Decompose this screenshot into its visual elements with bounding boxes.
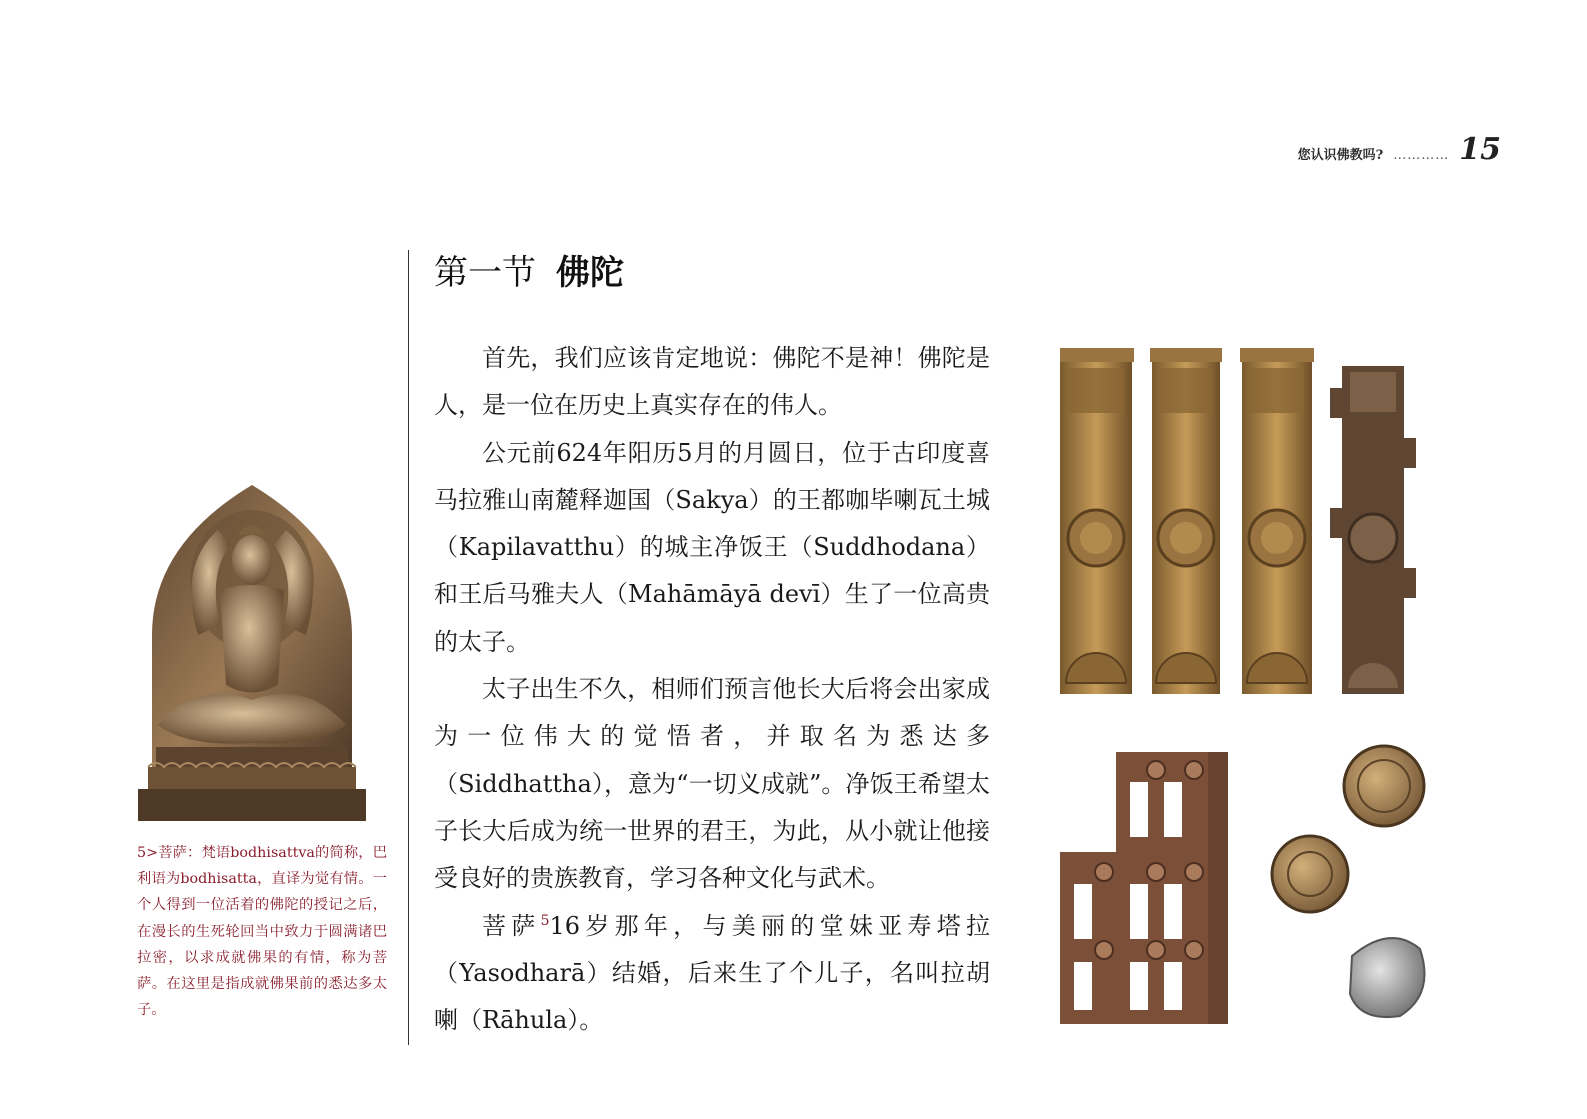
- page-number: 15: [1459, 132, 1501, 167]
- running-title: 您认识佛教吗?: [1297, 148, 1384, 163]
- bodhisattva-statue-image: [138, 485, 366, 821]
- paragraph-4-rest: 16岁那年，与美丽的堂妹亚寿塔拉（Yasodharā）结婚，后来生了个儿子，名叫拉胡喇（Rāhula）。: [434, 911, 991, 1035]
- paragraph-3: 太子出生不久，相师们预言他长大后将会出家成为一位伟大的觉悟者，并取名为悉达多（Siddhattha），意为“一切义成就”。净饭王希望太子长大后成为统一世界的君王，为此，从小就让他接受良好的贵族教育，学习各种文化与武术。: [434, 675, 990, 893]
- footnote: 5>菩萨：梵语bodhisattva的简称，巴利语为bodhisatta，直译为觉有情。一个人得到一位活着的佛陀的授记之后，在漫长的生死轮回当中致力于圆满诸巴拉密，以求成就佛果的有情，称为菩萨。在这里是指成就佛果前的悉达多太子。: [137, 845, 387, 1019]
- paragraph-4: [434, 903, 990, 1045]
- section-heading: [434, 245, 624, 294]
- paragraph-2: 公元前624年阳历5月的月圆日，位于古印度喜马拉雅山南麓释迦国（Sakya）的王都咖毕喇瓦土城（Kapilavatthu）的城主净饭王（Suddhodana）和王后马雅夫人（Mahāmāyā devī）生了一位高贵的太子。: [434, 438, 990, 656]
- paragraph-4-start: 菩萨: [482, 911, 541, 940]
- ancient-coins-image: [1270, 744, 1440, 1024]
- body-text: [434, 335, 990, 1044]
- section-number: 第一节: [434, 253, 536, 293]
- carved-pillars-image: [1060, 348, 1438, 698]
- footnote-reference: 5: [540, 912, 550, 929]
- leader-dots: …………: [1393, 148, 1450, 163]
- paragraph-1: 首先，我们应该肯定地说：佛陀不是神！佛陀是人，是一位在历史上真实存在的伟人。: [434, 344, 990, 420]
- column-divider: [408, 250, 409, 1045]
- stone-railing-image: [1060, 752, 1228, 1024]
- running-header: [1298, 132, 1501, 167]
- section-title: 佛陀: [556, 253, 624, 293]
